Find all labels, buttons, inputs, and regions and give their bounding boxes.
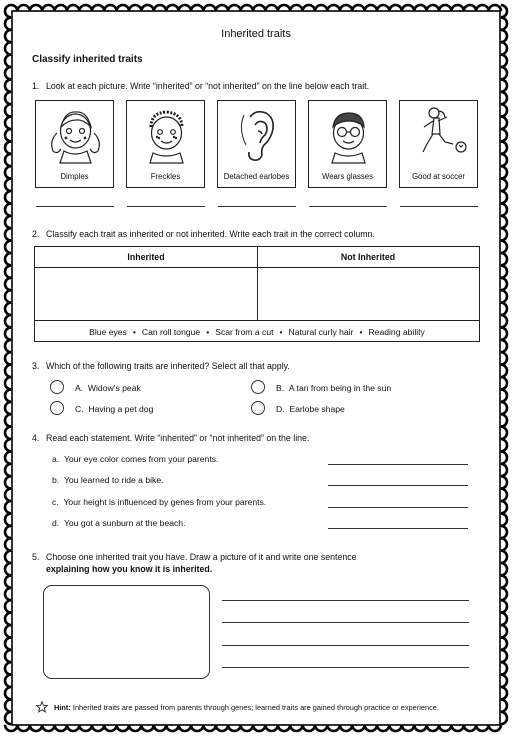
statement-letter: c.	[52, 497, 59, 507]
question-2	[32, 228, 375, 240]
trait-card-label: Detached earlobes	[223, 172, 290, 181]
question-1	[32, 80, 369, 92]
option-text: A tan from being in the sun	[288, 383, 392, 393]
checkbox-option-a[interactable]	[50, 380, 64, 394]
answer-line-dimples[interactable]	[36, 206, 114, 207]
trait-card-label: Good at soccer	[412, 172, 465, 181]
statement-text: You got a sunburn at the beach.	[63, 518, 186, 528]
question-text-continued: explaining how you know it is inherited.	[46, 564, 213, 574]
question-text: Which of the following traits are inherited? Select all that apply.	[46, 361, 290, 371]
boy-curly-hair-icon	[131, 103, 202, 165]
word-bank-item: Reading ability	[368, 326, 425, 337]
hint-label: Hint:	[54, 702, 71, 712]
question-number: 1.	[32, 81, 40, 91]
question-number: 4.	[32, 433, 40, 443]
trait-card-label: Dimples	[60, 172, 89, 181]
statement-b	[52, 475, 164, 485]
statement-letter: d.	[52, 518, 60, 528]
statement-letter: b.	[52, 475, 60, 485]
not-inherited-column-area[interactable]	[258, 268, 479, 320]
option-c	[75, 404, 153, 414]
question-3	[32, 360, 290, 372]
girl-pigtails-icon	[40, 103, 111, 165]
bullet: •	[206, 326, 210, 337]
answer-line-statement-a[interactable]	[328, 464, 468, 465]
statement-a	[52, 454, 218, 464]
word-bank-item: Natural curly hair	[288, 326, 354, 337]
column-header-not-inherited: Not Inherited	[340, 252, 396, 262]
option-letter: C.	[75, 404, 84, 414]
statement-text: Your height is influenced by genes from your parents.	[63, 497, 267, 507]
question-number: 5.	[32, 552, 40, 562]
statement-letter: a.	[52, 454, 60, 464]
worksheet	[22, 18, 490, 718]
checkbox-option-b[interactable]	[251, 380, 265, 394]
boy-glasses-icon	[313, 103, 384, 165]
answer-line-detached-earlobes[interactable]	[218, 206, 296, 207]
trait-card-good-at-soccer	[399, 100, 478, 188]
drawing-box[interactable]	[43, 585, 210, 679]
ear-icon	[222, 103, 293, 165]
inherited-column-area[interactable]	[35, 268, 256, 320]
column-header-inherited: Inherited	[127, 252, 165, 262]
answer-line-statement-c[interactable]	[328, 507, 468, 508]
answer-line-freckles[interactable]	[127, 206, 205, 207]
trait-cards	[35, 100, 480, 188]
trait-card-dimples	[35, 100, 114, 188]
trait-card-freckles	[126, 100, 205, 188]
question-number: 2.	[32, 229, 40, 239]
option-text: Widow’s peak	[87, 383, 141, 393]
answer-line-good-at-soccer[interactable]	[400, 206, 478, 207]
word-bank-item: Blue eyes	[89, 326, 127, 337]
word-bank-item: Scar from a cut	[215, 326, 274, 337]
word-bank	[35, 321, 479, 342]
classification-table	[34, 246, 480, 342]
answer-line-statement-b[interactable]	[328, 485, 468, 486]
statement-d	[52, 518, 185, 528]
trait-card-detached-earlobes	[217, 100, 296, 188]
trait-card-label: Wears glasses	[322, 172, 373, 181]
question-text: Classify each trait as inherited or not inherited. Write each trait in the correct column.	[46, 229, 375, 239]
answer-line-statement-d[interactable]	[328, 528, 468, 529]
question-text: Choose one inherited trait you have. Draw a picture of it and write one sentence	[46, 552, 357, 562]
option-b	[276, 383, 391, 393]
girl-soccer-icon	[404, 103, 475, 165]
trait-card-wears-glasses	[308, 100, 387, 188]
statement-c	[52, 497, 266, 507]
star-icon	[36, 701, 48, 713]
writing-line[interactable]	[222, 645, 469, 646]
checkbox-option-d[interactable]	[251, 401, 265, 415]
option-letter: D.	[276, 404, 285, 414]
trait-card-label: Freckles	[150, 172, 181, 181]
statement-text: Your eye color comes from your parents.	[63, 454, 219, 464]
bullet: •	[359, 326, 363, 337]
option-letter: A.	[75, 383, 84, 393]
word-bank-item: Can roll tongue	[141, 326, 201, 337]
question-5	[32, 551, 357, 575]
bullet: •	[132, 326, 136, 337]
statement-text: You learned to ride a bike.	[63, 475, 164, 485]
section-subtitle: Classify inherited traits	[32, 54, 143, 65]
option-a	[75, 383, 141, 393]
question-4	[32, 432, 309, 444]
option-letter: B.	[276, 383, 285, 393]
option-text: Having a pet dog	[88, 404, 154, 414]
worksheet-title: Inherited traits	[221, 28, 291, 40]
writing-line[interactable]	[222, 667, 469, 668]
hint-text: Inherited traits are passed from parents through genes; learned traits are gained through practice or experience.	[72, 702, 439, 712]
bullet: •	[279, 326, 283, 337]
option-d	[276, 404, 345, 414]
question-text: Read each statement. Write “inherited” or “not inherited” on the line.	[46, 433, 310, 443]
writing-line[interactable]	[222, 622, 469, 623]
option-text: Earlobe shape	[289, 404, 345, 414]
checkbox-option-c[interactable]	[50, 401, 64, 415]
answer-line-wears-glasses[interactable]	[309, 206, 387, 207]
writing-line[interactable]	[222, 600, 469, 601]
question-text: Look at each picture. Write “inherited” or “not inherited” on the line below each trait.	[46, 81, 370, 91]
hint	[36, 701, 439, 713]
question-number: 3.	[32, 361, 40, 371]
